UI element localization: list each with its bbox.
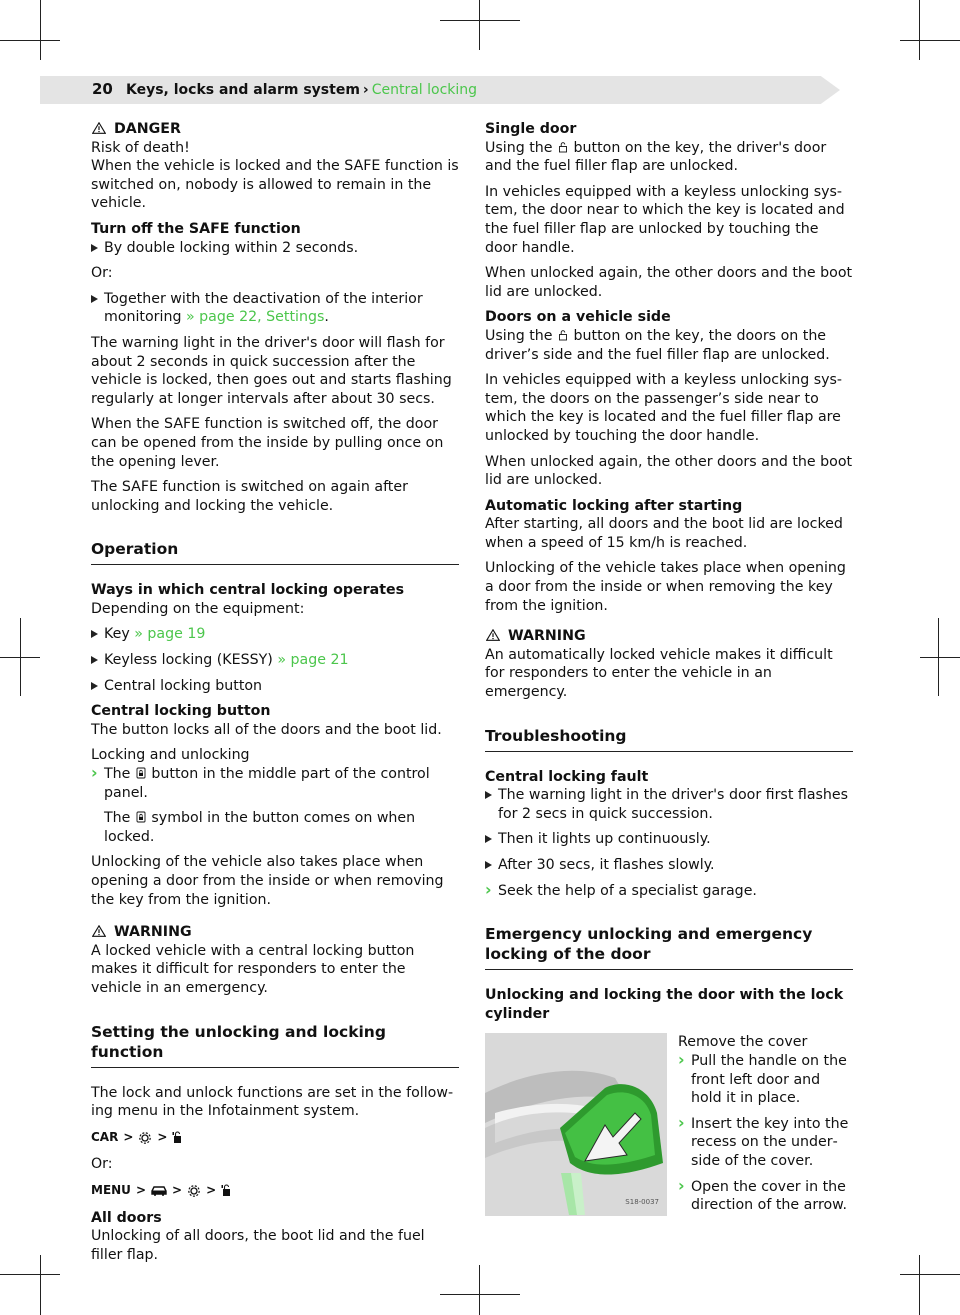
text-part: button on the key, the driver's door and the fuel filler flap are unlocked.: [485, 139, 827, 175]
warning-title: WARNING: [114, 924, 192, 941]
warning-box: [485, 627, 853, 701]
crop-mark: [900, 1274, 960, 1275]
paragraph: When unlocked again, the other doors and the boot lid are unlocked.: [485, 453, 853, 489]
menu-chevron: >: [206, 1182, 217, 1197]
safe-off-bullet-1: By double locking within 2 seconds.: [91, 239, 459, 258]
emergency-heading: Emergency unlocking and emergency locking of the door: [485, 924, 853, 970]
left-column: [91, 120, 459, 1271]
lock-button-icon: [136, 767, 146, 779]
auto-lock-text: After starting, all doors and the boot lid are locked when a speed of 15 km/h is reached.: [485, 516, 843, 551]
ways-item: [91, 625, 459, 644]
note-text: The: [104, 810, 135, 827]
crop-mark: [0, 657, 40, 658]
text-part: Using the: [485, 327, 558, 344]
menu-chevron: >: [123, 1129, 134, 1144]
side-doors-text: [485, 327, 853, 364]
crop-mark: [0, 1274, 60, 1275]
step-text: The: [104, 766, 135, 783]
paragraph: When unlocked again, the other doors and the boot lid are unlocked.: [485, 265, 853, 300]
warning-text: A locked vehicle with a central locking button makes it difficult for responders to enter the vehicle in an emergency.: [91, 942, 415, 996]
crop-mark: [920, 657, 960, 658]
page-21-link[interactable]: » page 21: [277, 652, 349, 669]
remove-step: › Insert the key into the recess on the underside of the cover.: [678, 1115, 853, 1171]
ways-item: [91, 677, 459, 696]
remove-cover-title: Remove the cover: [678, 1034, 808, 1051]
crop-mark: [919, 0, 920, 60]
paragraph: In vehicles equipped with a keyless unlocking system, the door near to which the key is located and the fuel filler flap are unlocked by touching the door handle.: [485, 183, 845, 256]
settings-gear-icon[interactable]: [187, 1184, 201, 1197]
breadcrumb: [126, 81, 477, 100]
all-doors-title: All doors: [91, 1209, 162, 1226]
crop-mark: [479, 0, 480, 50]
crop-mark: [0, 40, 60, 41]
settings-gear-icon[interactable]: [138, 1131, 152, 1144]
paragraph: The warning light in the driver's door will flash for about 2 seconds in quick succession after the vehicle is locked, then goes out and starts flashing regularly at longer intervals after about 30 secs.: [91, 334, 452, 407]
lu-title: Locking and unlocking: [91, 747, 250, 764]
door-handle-illustration: [485, 1033, 667, 1216]
note-text: symbol in the button comes on when locked.: [104, 810, 416, 845]
crop-mark: [900, 40, 960, 41]
crop-mark: [440, 1294, 520, 1295]
menu-chevron: >: [157, 1129, 168, 1144]
safe-off-title: Turn off the SAFE function: [91, 220, 301, 237]
paragraph: When the SAFE function is switched off, the door can be opened from the inside by pulling once on the opening lever.: [91, 416, 444, 470]
bullet-end: .: [324, 309, 329, 326]
fault-item: Then it lights up continuously.: [485, 830, 853, 849]
lu-note: [91, 809, 459, 846]
vehicle-icon[interactable]: [151, 1184, 167, 1196]
warning-heading: [91, 923, 459, 942]
crop-mark: [40, 0, 41, 60]
right-column: [485, 120, 853, 1222]
danger-line: Risk of death!: [91, 139, 190, 156]
warning-box: [91, 923, 459, 997]
door-handle-figure: [485, 1033, 667, 1216]
ways-item-text: Key: [104, 626, 135, 643]
paragraph: The SAFE function is switched on again after unlocking and locking the vehicle.: [91, 479, 408, 514]
ways-item-text: Keyless locking (KESSY): [104, 652, 278, 669]
paragraph: In vehicles equipped with a keyless unlocking system, the doors on the passenger’s side near to which the key is located and the fuel filler flap are unlocked by touching the door handle.: [485, 372, 843, 444]
single-door-text: [485, 139, 853, 176]
auto-lock-title: Automatic locking after starting: [485, 497, 743, 514]
single-door-title: Single door: [485, 121, 577, 137]
fault-title: Central locking fault: [485, 768, 649, 785]
paragraph: Unlocking of the vehicle takes place when opening a door from the inside or when removing the key from the ignition.: [485, 560, 846, 614]
warning-triangle-icon: [92, 925, 106, 937]
operation-heading: Operation: [91, 539, 459, 565]
step-text: button in the middle part of the control panel.: [104, 766, 430, 801]
warning-title: WARNING: [508, 628, 586, 645]
safe-off-bullet-2: [91, 290, 459, 327]
clb-text: The button locks all of the doors and the boot lid.: [91, 721, 442, 738]
lock-symbol-icon: [136, 811, 146, 823]
fault-item: After 30 secs, it flashes slowly.: [485, 856, 853, 875]
door-lock-icon[interactable]: [221, 1184, 231, 1197]
fault-item: The warning light in the driver's door first flashes for 2 secs in quick succession.: [485, 786, 853, 823]
menu-menu-item[interactable]: MENU: [91, 1182, 131, 1197]
menu-path-1: [91, 1128, 459, 1147]
ways-item: [91, 651, 459, 670]
ways-title: Ways in which central locking operates: [91, 582, 405, 599]
unlock-key-button-icon: [558, 329, 568, 341]
danger-heading: [91, 120, 459, 139]
car-menu-item[interactable]: CAR: [91, 1129, 119, 1144]
menu-chevron: >: [172, 1182, 183, 1197]
door-lock-icon[interactable]: [172, 1131, 182, 1144]
page-number: 20: [92, 80, 113, 98]
breadcrumb-section[interactable]: Keys, locks and alarm system: [126, 82, 360, 98]
figure-instructions: [678, 1033, 853, 1221]
crop-mark: [919, 1255, 920, 1315]
page-22-link[interactable]: » page 22, Settings: [185, 309, 325, 326]
figure-label: S18-0037: [625, 1197, 659, 1206]
page-19-link[interactable]: » page 19: [134, 626, 206, 643]
warning-heading: [485, 627, 853, 646]
menu-path-2: [91, 1181, 459, 1200]
ways-item-text: Central locking button: [104, 677, 263, 694]
bullet-text: Together with the deactivation of the interior monitoring: [104, 290, 423, 326]
remove-step: › Pull the handle on the front left door and hold it in place.: [678, 1052, 853, 1108]
figure-row: [485, 1033, 853, 1221]
remove-step: › Open the cover in the direction of the arrow.: [678, 1178, 853, 1215]
warning-triangle-icon: [92, 122, 106, 134]
crop-mark: [40, 1255, 41, 1315]
warning-text: An automatically locked vehicle makes it difficult for responders to enter the vehicle in an emergency.: [485, 646, 833, 701]
paragraph: The lock and unlock functions are set in the following menu in the Infotainment system.: [91, 1084, 454, 1120]
danger-line: When the vehicle is locked and the SAFE function is switched on, nobody is allowed to remain in the vehicle.: [91, 158, 459, 212]
setting-heading: Setting the unlocking and locking function: [91, 1022, 459, 1068]
lock-cylinder-title: Unlocking and locking the door with the lock cylinder: [485, 987, 844, 1022]
clb-title: Central locking button: [91, 703, 271, 720]
text-part: Using the: [485, 139, 558, 156]
paragraph: Unlocking of the vehicle also takes place when opening a door from the inside or when removing the key from the ignition.: [91, 854, 444, 908]
menu-chevron: >: [135, 1182, 146, 1197]
or-text: Or:: [91, 265, 113, 282]
ways-subtitle: Depending on the equipment:: [91, 600, 305, 617]
or-text: Or:: [91, 1156, 113, 1173]
danger-box: [91, 120, 459, 213]
breadcrumb-separator: ›: [362, 82, 369, 98]
lu-step: [91, 765, 459, 802]
troubleshooting-heading: Troubleshooting: [485, 726, 853, 752]
warning-triangle-icon: [486, 629, 500, 641]
text-part: button on the key, the doors on the driver’s side and the fuel filler flap are unlocked.: [485, 327, 830, 363]
crop-mark: [440, 20, 520, 21]
crop-mark: [479, 1265, 480, 1315]
side-doors-title: Doors on a vehicle side: [485, 309, 671, 326]
all-doors-text: Unlocking of all doors, the boot lid and the fuel filler flap.: [91, 1228, 425, 1263]
breadcrumb-current[interactable]: Central locking: [371, 82, 478, 98]
fault-step: › Seek the help of a specialist garage.: [485, 882, 853, 901]
danger-title: DANGER: [114, 121, 181, 137]
unlock-key-button-icon: [558, 141, 568, 153]
